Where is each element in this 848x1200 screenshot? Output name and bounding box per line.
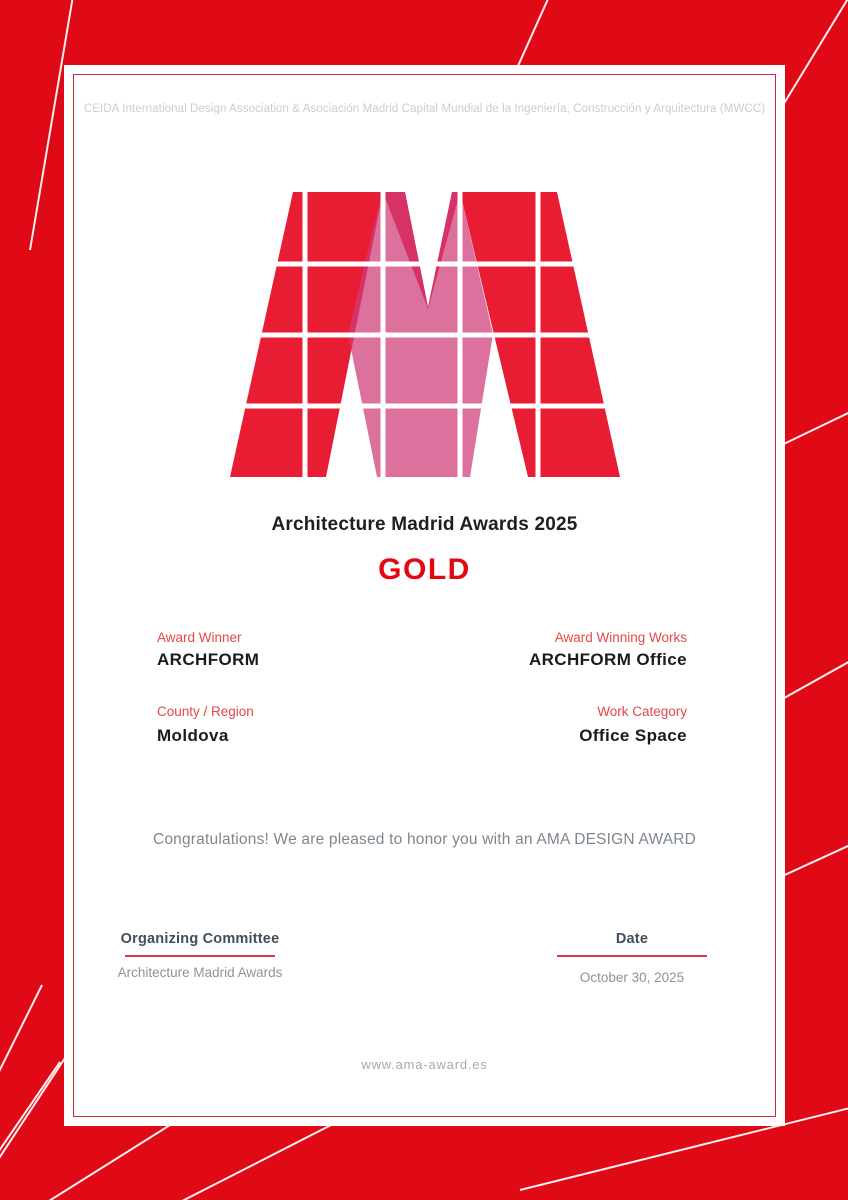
award-title: Architecture Madrid Awards 2025 (271, 514, 578, 535)
certificate-card (64, 65, 785, 1126)
signature-committee (90, 931, 310, 980)
date-value: October 30, 2025 (579, 970, 685, 985)
field-label-winning-works: Award Winning Works (554, 630, 687, 645)
committee-underline (125, 955, 275, 957)
ray-bottom-fan-2 (0, 1062, 60, 1200)
field-label-county-region: County / Region (157, 704, 254, 719)
field-value-work-category: Office Space (579, 726, 687, 745)
ama-logo (230, 192, 620, 477)
field-value-county-region: Moldova (157, 726, 229, 745)
ray-top-right (780, 0, 848, 110)
field-label-award-winner: Award Winner (157, 630, 242, 645)
field-label-work-category: Work Category (597, 704, 687, 719)
field-value-winning-works: ARCHFORM Office (528, 650, 687, 669)
association-line: CEIDA International Design Association & Asociación Madrid Capital Mundial de la Ingeniería, Construcción y Arquitectura (MWCC) (83, 103, 766, 115)
date-underline (557, 955, 707, 957)
committee-name: Architecture Madrid Awards (117, 965, 283, 980)
ray-left-lower (0, 985, 42, 1130)
signature-date (522, 931, 742, 985)
field-value-award-winner: ARCHFORM (157, 650, 260, 669)
award-level: GOLD (378, 553, 471, 586)
congratulations-message: Congratulations! We are pleased to honor you with an AMA DESIGN AWARD (152, 831, 697, 848)
committee-title: Organizing Committee (120, 931, 280, 947)
website-url: www.ama-award.es (361, 1057, 488, 1072)
date-title: Date (615, 931, 649, 947)
